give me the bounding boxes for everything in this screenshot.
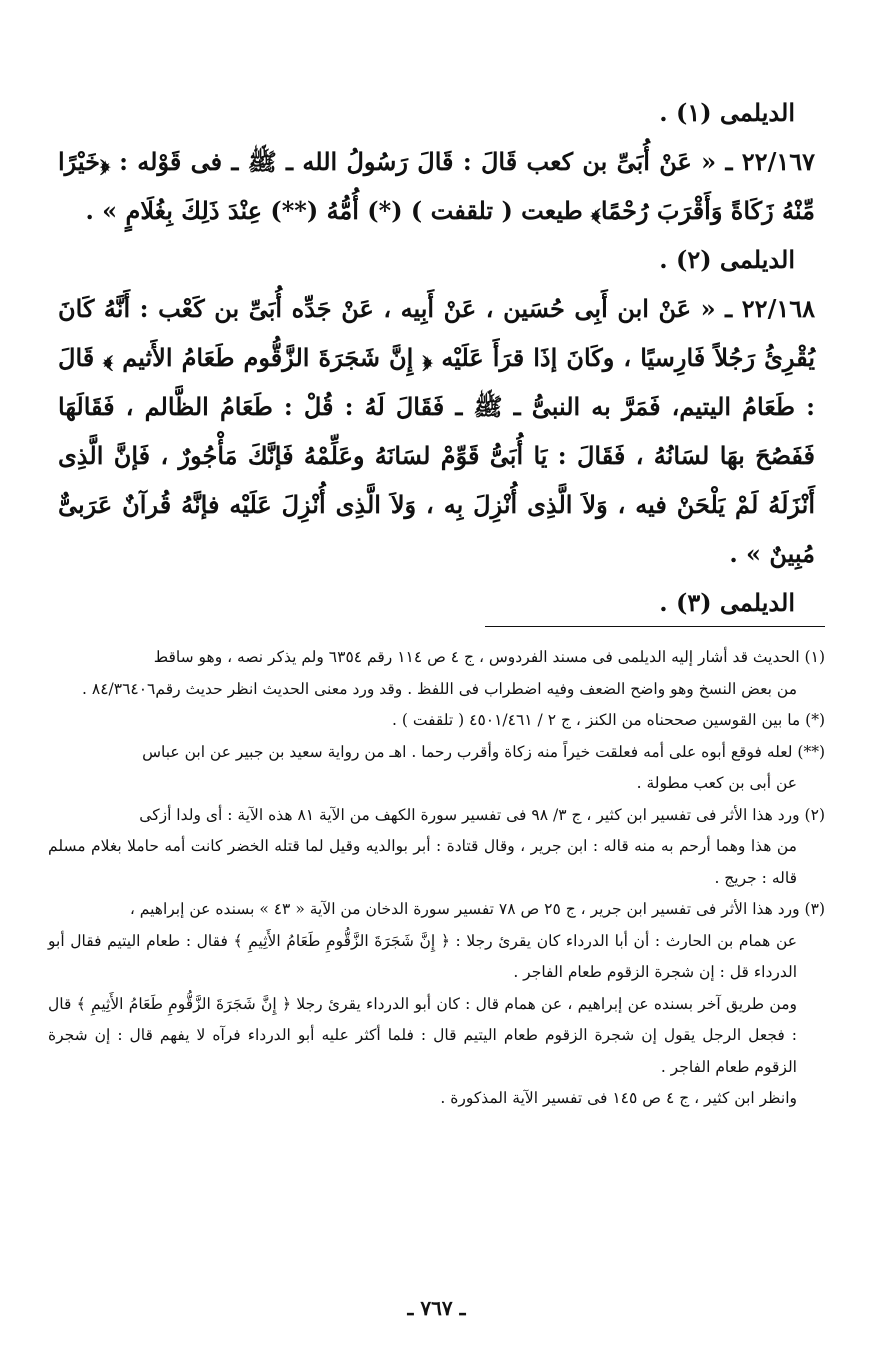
source-citation-2: الديلمى (٢) . — [659, 245, 795, 274]
footnote-2: (٢) ورد هذا الأثر فى تفسير ابن كثير ، ج ٣/ ٩٨ فى تفسير سورة الكهف من الآية ٨١ هذه الآية : أى ولدا أزكى — [139, 805, 825, 824]
footnote-1: (١) الحديث قد أشار إليه الديلمى فى مسند الفردوس ، ج ٤ ص ١١٤ رقم ٦٣٥٤ ولم يذكر نصه ، وهو ساقط — [153, 648, 825, 666]
page-number: ـ ٧٦٧ ـ — [407, 1296, 466, 1320]
footnote-3: (٣) ورد هذا الأثر فى تفسير ابن جرير ، ج ٢٥ ص ٧٨ تفسير سورة الدخان من الآية « ٤٣ » بسنده عن إبراهيم ، — [129, 900, 825, 918]
source-citation-1: الديلمى (١) . — [659, 98, 795, 127]
footnotes — [48, 642, 825, 1115]
footnote-2-continued: من هذا وهما أرحم به منه قاله : ابن جرير ، وقال قتادة : أبر بوالديه وقيل لما قتله الخضر كانت أمه حاملا بغلام مسلم قاله : جريج . — [48, 837, 797, 887]
footnote-star: (*) ما بين القوسين صححناه من الكنز ، ج ٢ / ٤٥٠١/٤٦١ ( تلقفت ) . — [392, 711, 825, 729]
footnote-double-star: (**) لعله فوقع أبوه على أمه فعلقت خيراً منه زكاة وأقرب رحما . اهـ من رواية سعيد بن جبير عن ابن عباس — [142, 742, 825, 761]
footnote-1-continued: من بعض النسخ وهو واضح الضعف وفيه اضطراب فى اللفظ . وقد ورد معنى الحديث انظر حديث رقم٨٤/٣٦٤٠٦ . — [82, 679, 797, 698]
footnote-3-continued-2: ومن طريق آخر بسنده عن إبراهيم ، عن همام قال : كان أبو الدرداء يقرئ رجلا ﴿ إِنَّ شَجَرَةَ الزَّقُّومِ طَعَامُ الأَثِيمِ ﴾ قال : فجعل الرجل يقول إن شجرة الزقوم طعام اليتيم قال : فلما أكثر عليه أبو الدرداء فرآه لا يفهم قال : إن شجرة الزقوم طعام الفاجر . — [48, 994, 797, 1076]
footnote-3-continued-1: عن همام بن الحارث : أن أبا الدرداء كان يقرئ رجلا : ﴿ إِنَّ شَجَرَةَ الزَّقُّومِ طَعَامُ الأَثِيمِ ﴾ فقال : طعام اليتيم فقال أبو الدرداء قل : إن شجرة الزقوم طعام الفاجر . — [48, 931, 797, 981]
footnote-separator — [485, 626, 825, 627]
main-text — [58, 88, 815, 627]
footnote-double-star-continued: عن أبى بن كعب مطولة . — [636, 774, 797, 792]
footnote-3-continued-3: وانظر ابن كثير ، ج ٤ ص ١٤٥ فى تفسير الآية المذكورة . — [440, 1089, 797, 1107]
hadith-168: ٢٢/١٦٨ ـ « عَنْ ابن أَبِى حُسَين ، عَنْ أَبِيه ، عَنْ جَدِّه أُبَىِّ بن كَعْب : أَنَّهُ كَانَ يُقْرِئُ رَجُلاً فَارِسيًا ، وكَانَ إذَا قرَأَ عَلَيْه ﴿ إِنَّ شَجَرَةَ الزَّقُّوم طَعَامُ الأَثيم ﴾ قَالَ : طَعَامُ اليتيم، فَمَرَّ به النبىُّ ـ ﷺ ـ فَقَالَ لَهُ : قُلْ : طَعَامُ الظَّالم ، فَقَالَهَا فَفَصُحَ بهَا لسَانُهُ ، فَقَالَ : يَا أُبَىُّ قَوِّمْ لسَانَهُ وعَلِّمْهُ فَإنَّكَ مَأْجُورٌ ، فَإنَّ الَّذِى أَنْزَلَهُ لَمْ يَلْحَنْ فيه ، وَلاَ الَّذِى أُنْزِلَ بِه ، وَلاَ الَّذِى أُنْزِلَ عَلَيْه فإنَّهُ قُرآنٌ عَرَبىٌّ مُبِينٌ » . — [58, 294, 815, 568]
hadith-167: ٢٢/١٦٧ ـ « عَنْ أُبَىِّ بن كعب قَالَ : قَالَ رَسُولُ الله ـ ﷺ ـ فى قَوْله : ﴿خَيْرًا مِّنْهُ زَكَاةً وَأَقْرَبَ رُحْمًا﴾ طيعت ( تلقفت ) (*) أُمُّهُ (**) عِنْدَ ذَلِكَ بِغُلَامٍ » . — [58, 147, 815, 225]
source-citation-3: الديلمى (٣) . — [659, 588, 795, 617]
